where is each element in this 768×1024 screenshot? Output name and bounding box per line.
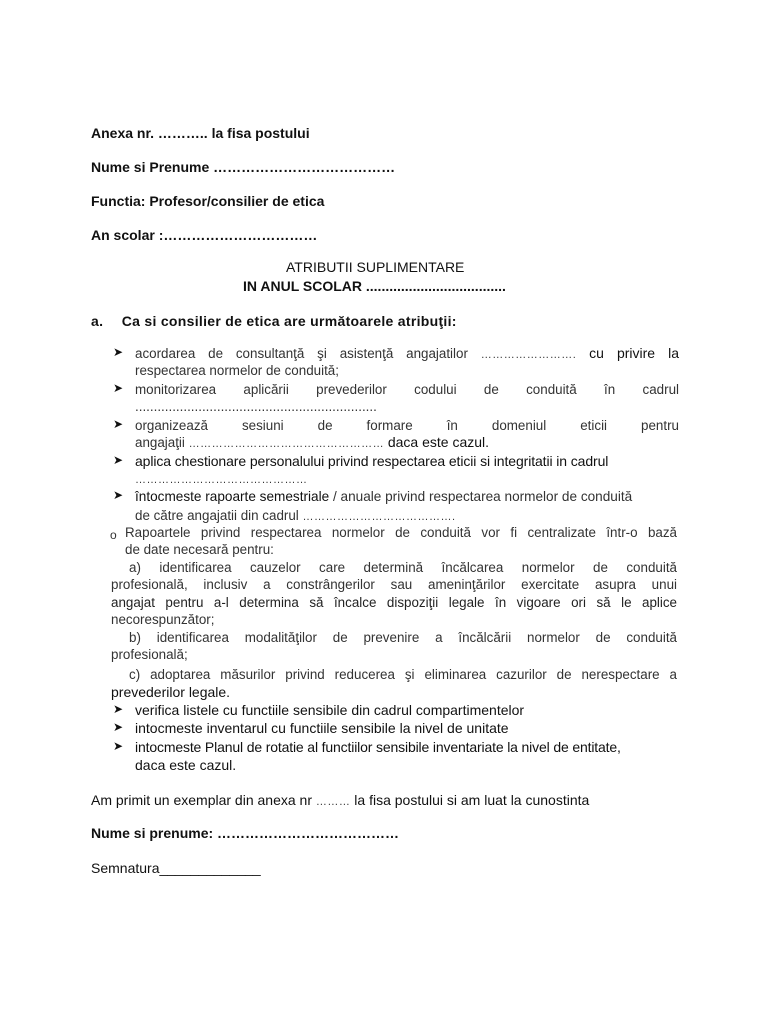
- bullet-item: [113, 417, 679, 453]
- function-line: Functia: Profesor/consilier de etica: [91, 193, 325, 209]
- arrow-bullet-icon: ➤: [113, 453, 124, 467]
- item-a-line-2: profesională, inclusiv a constrângerilor sau ameninţărilor exercitate asupra unui: [111, 577, 677, 592]
- title-line-2: IN ANUL SCOLAR ....................................: [243, 278, 506, 294]
- bullet-item: [113, 453, 679, 489]
- bullet-item: [113, 381, 679, 417]
- bullet-3-line-2: angajaţii …………………………………………… daca este cazul.: [135, 434, 490, 450]
- bullet-2-line-1: monitorizarea aplicării prevederilor codului de conduită în cadrul: [135, 382, 679, 397]
- bullet-item: [113, 702, 679, 720]
- bullet-item: [113, 720, 679, 738]
- school-year-line: An scolar :……………………………: [91, 227, 318, 243]
- arrow-bullet-icon: ➤: [113, 739, 124, 753]
- bullet-6: verifica listele cu functiile sensibile din cadrul compartimentelor: [135, 702, 525, 718]
- circle-bullet-icon: o: [110, 528, 117, 542]
- bullet-8-line-1: intocmeste Planul de rotatie al functiilor sensibile inventariate la nivel de entitate,: [135, 739, 621, 755]
- arrow-bullet-icon: ➤: [113, 345, 124, 359]
- bullet-3-line-1: organizează sesiuni de formare în domeniul eticii pentru: [135, 418, 679, 433]
- item-b-line-2: profesională;: [111, 647, 188, 662]
- section-a-label: a.: [91, 313, 104, 329]
- bullet-7: intocmeste inventarul cu functiile sensibile la nivel de unitate: [135, 720, 509, 736]
- bullet-item: [113, 488, 679, 524]
- bullet-1-line-1: acordarea de consultanţă şi asistenţă angajatilor ……………………. cu privire la: [135, 345, 679, 361]
- title-line-1: ATRIBUTII SUPLIMENTARE: [286, 259, 465, 275]
- bullet-item: [113, 739, 679, 775]
- arrow-bullet-icon: ➤: [113, 702, 124, 716]
- arrow-bullet-icon: ➤: [113, 488, 124, 502]
- arrow-bullet-icon: ➤: [113, 417, 124, 431]
- section-a-title: Ca si consilier de etica are următoarele atribuţii:: [121, 313, 457, 329]
- signature-line: Semnatura_____________: [91, 860, 261, 876]
- arrow-bullet-icon: ➤: [113, 720, 124, 734]
- bullet-1-line-2: respectarea normelor de conduită;: [135, 363, 339, 378]
- bullet-4-line-1: aplica chestionare personalului privind respectarea eticii si integritatii in cadrul: [135, 453, 609, 469]
- item-c-line-2: prevederilor legale.: [111, 684, 231, 700]
- bullet-8-line-2: daca este cazul.: [135, 757, 237, 773]
- item-a-line-1: a) identificarea cauzelor care determină încălcarea normelor de conduită: [129, 560, 677, 575]
- signer-name-line: Nume si prenume: …………………………………: [91, 825, 400, 841]
- item-a-line-4: necorespunzător;: [111, 612, 215, 627]
- bullet-2-line-2: .................................................................: [135, 399, 377, 414]
- bullet-5-line-2: de către angajatii din cadrul ………………………………….: [135, 508, 456, 523]
- item-b-line-1: b) identificarea modalităţilor de prevenire a încălcării normelor de conduită: [129, 630, 677, 645]
- sub-paragraph-line-1: Rapoartele privind respectarea normelor de conduită vor fi centralizate într-o bază: [125, 525, 677, 540]
- arrow-bullet-icon: ➤: [113, 381, 124, 395]
- item-a-line-3: angajat pentru a-l determina să încalce dispoziţii legale în vigoare ori să le aplice: [111, 595, 677, 610]
- bullet-5-line-1: întocmeste rapoarte semestriale / anuale privind respectarea normelor de conduită: [135, 489, 633, 504]
- acknowledgement-line: Am primit un exemplar din anexa nr ……… la fisa postului si am luat la cunostinta: [91, 792, 590, 808]
- section-a-heading: [91, 313, 457, 329]
- bullet-4-line-2: ………………………………………: [135, 474, 308, 486]
- bullet-item: [113, 345, 679, 381]
- sub-paragraph-line-2: de date necesară pentru:: [125, 542, 274, 557]
- name-line: Nume si Prenume …………………………………: [91, 159, 396, 175]
- item-c-line-1: c) adoptarea măsurilor privind reducerea şi eliminarea cazurilor de nerespectare a: [129, 667, 677, 682]
- annex-number-line: Anexa nr. ……….. la fisa postului: [91, 125, 310, 141]
